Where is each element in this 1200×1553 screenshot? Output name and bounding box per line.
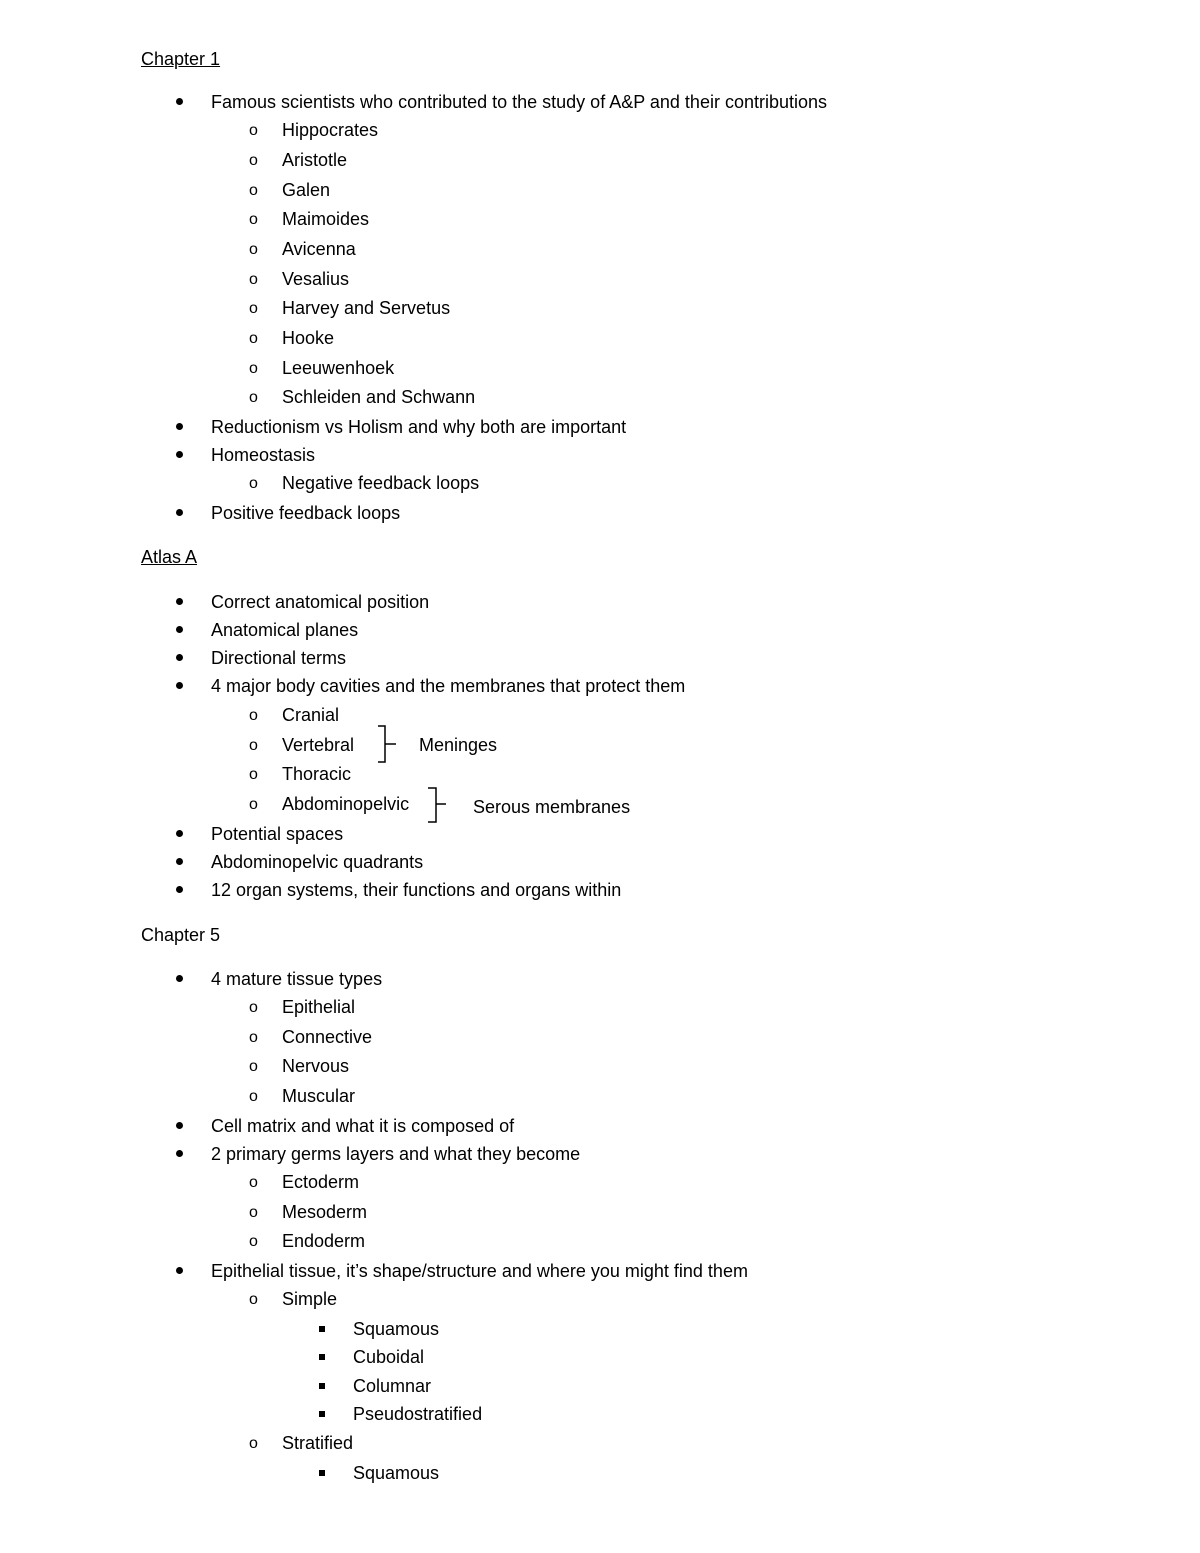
square-bullet-icon [319,1354,325,1360]
list-item: Stratified [282,1433,354,1453]
circle-bullet-icon: o [249,1204,258,1221]
circle-bullet-icon: o [249,766,258,783]
square-bullet-icon [319,1411,325,1417]
circle-bullet-icon: o [249,360,258,377]
bullet-dot-icon [176,1267,183,1274]
list-item: 4 mature tissue types [211,969,383,989]
circle-bullet-icon: o [249,271,258,288]
list-item: Negative feedback loops [282,473,480,493]
list-item: 4 major body cavities and the membranes that protect them [211,676,686,696]
bullet-dot-icon [176,626,183,633]
bullet-dot-icon [176,886,183,893]
list-item: Vesalius [282,269,350,289]
circle-bullet-icon: o [249,1435,258,1452]
list-item: Abdominopelvic quadrants [211,852,424,872]
bullet-dot-icon [176,830,183,837]
bullet-dot-icon [176,975,183,982]
circle-bullet-icon: o [249,300,258,317]
list-item: Hooke [282,328,335,348]
list-item: Correct anatomical position [211,592,430,612]
list-item: 2 primary germs layers and what they become [211,1144,581,1164]
list-item: Nervous [282,1056,350,1076]
bullet-dot-icon [176,509,183,516]
list-item: Cell matrix and what it is composed of [211,1116,515,1136]
chapter5-heading: Chapter 5 [141,925,221,945]
list-item: Potential spaces [211,824,344,844]
serous-membranes-annotation: Serous membranes [473,797,631,817]
circle-bullet-icon: o [249,152,258,169]
list-item: Simple [282,1289,338,1309]
list-item: Galen [282,180,331,200]
list-item: Epithelial [282,997,356,1017]
list-item: Hippocrates [282,120,379,140]
list-item: Schleiden and Schwann [282,387,476,407]
circle-bullet-icon: o [249,1088,258,1105]
circle-bullet-icon: o [249,330,258,347]
brace-serous-icon [426,786,450,824]
list-item: Directional terms [211,648,347,668]
circle-bullet-icon: o [249,999,258,1016]
list-item: Thoracic [282,764,352,784]
circle-bullet-icon: o [249,475,258,492]
circle-bullet-icon: o [249,1058,258,1075]
meninges-annotation: Meninges [419,735,498,755]
list-item: Ectoderm [282,1172,360,1192]
list-item: Leeuwenhoek [282,358,395,378]
brace-meninges-icon [376,724,400,764]
list-item: Squamous [353,1319,440,1339]
circle-bullet-icon: o [249,796,258,813]
square-bullet-icon [319,1383,325,1389]
bullet-dot-icon [176,858,183,865]
circle-bullet-icon: o [249,211,258,228]
list-item: Harvey and Servetus [282,298,451,318]
circle-bullet-icon: o [249,1029,258,1046]
circle-bullet-icon: o [249,182,258,199]
list-item: Reductionism vs Holism and why both are important [211,417,627,437]
list-item: 12 organ systems, their functions and organs within [211,880,622,900]
list-item: Homeostasis [211,445,316,465]
bullet-dot-icon [176,1122,183,1129]
list-item: Avicenna [282,239,356,259]
circle-bullet-icon: o [249,1174,258,1191]
bullet-dot-icon [176,682,183,689]
bullet-dot-icon [176,1150,183,1157]
bullet-dot-icon [176,98,183,105]
square-bullet-icon [319,1326,325,1332]
list-item: Maimoides [282,209,370,229]
circle-bullet-icon: o [249,241,258,258]
circle-bullet-icon: o [249,389,258,406]
list-item: Connective [282,1027,373,1047]
bullet-dot-icon [176,451,183,458]
list-item: Aristotle [282,150,348,170]
circle-bullet-icon: o [249,707,258,724]
list-item: Muscular [282,1086,356,1106]
list-item: Famous scientists who contributed to the study of A&P and their contributions [211,92,828,112]
circle-bullet-icon: o [249,122,258,139]
list-item: Epithelial tissue, it’s shape/structure and where you might find them [211,1261,748,1281]
list-item: Squamous [353,1463,440,1483]
list-item: Positive feedback loops [211,503,401,523]
chapter1-heading: Chapter 1 [141,49,221,69]
list-item: Anatomical planes [211,620,359,640]
list-item: Columnar [353,1376,432,1396]
list-item: Vertebral [282,735,355,755]
circle-bullet-icon: o [249,737,258,754]
circle-bullet-icon: o [249,1233,258,1250]
list-item: Pseudostratified [353,1404,483,1424]
list-item: Abdominopelvic [282,794,410,814]
square-bullet-icon [319,1470,325,1476]
list-item: Cranial [282,705,340,725]
list-item: Cuboidal [353,1347,425,1367]
circle-bullet-icon: o [249,1291,258,1308]
atlas-a-heading: Atlas A [141,547,198,567]
bullet-dot-icon [176,423,183,430]
bullet-dot-icon [176,654,183,661]
list-item: Mesoderm [282,1202,368,1222]
list-item: Endoderm [282,1231,366,1251]
bullet-dot-icon [176,598,183,605]
